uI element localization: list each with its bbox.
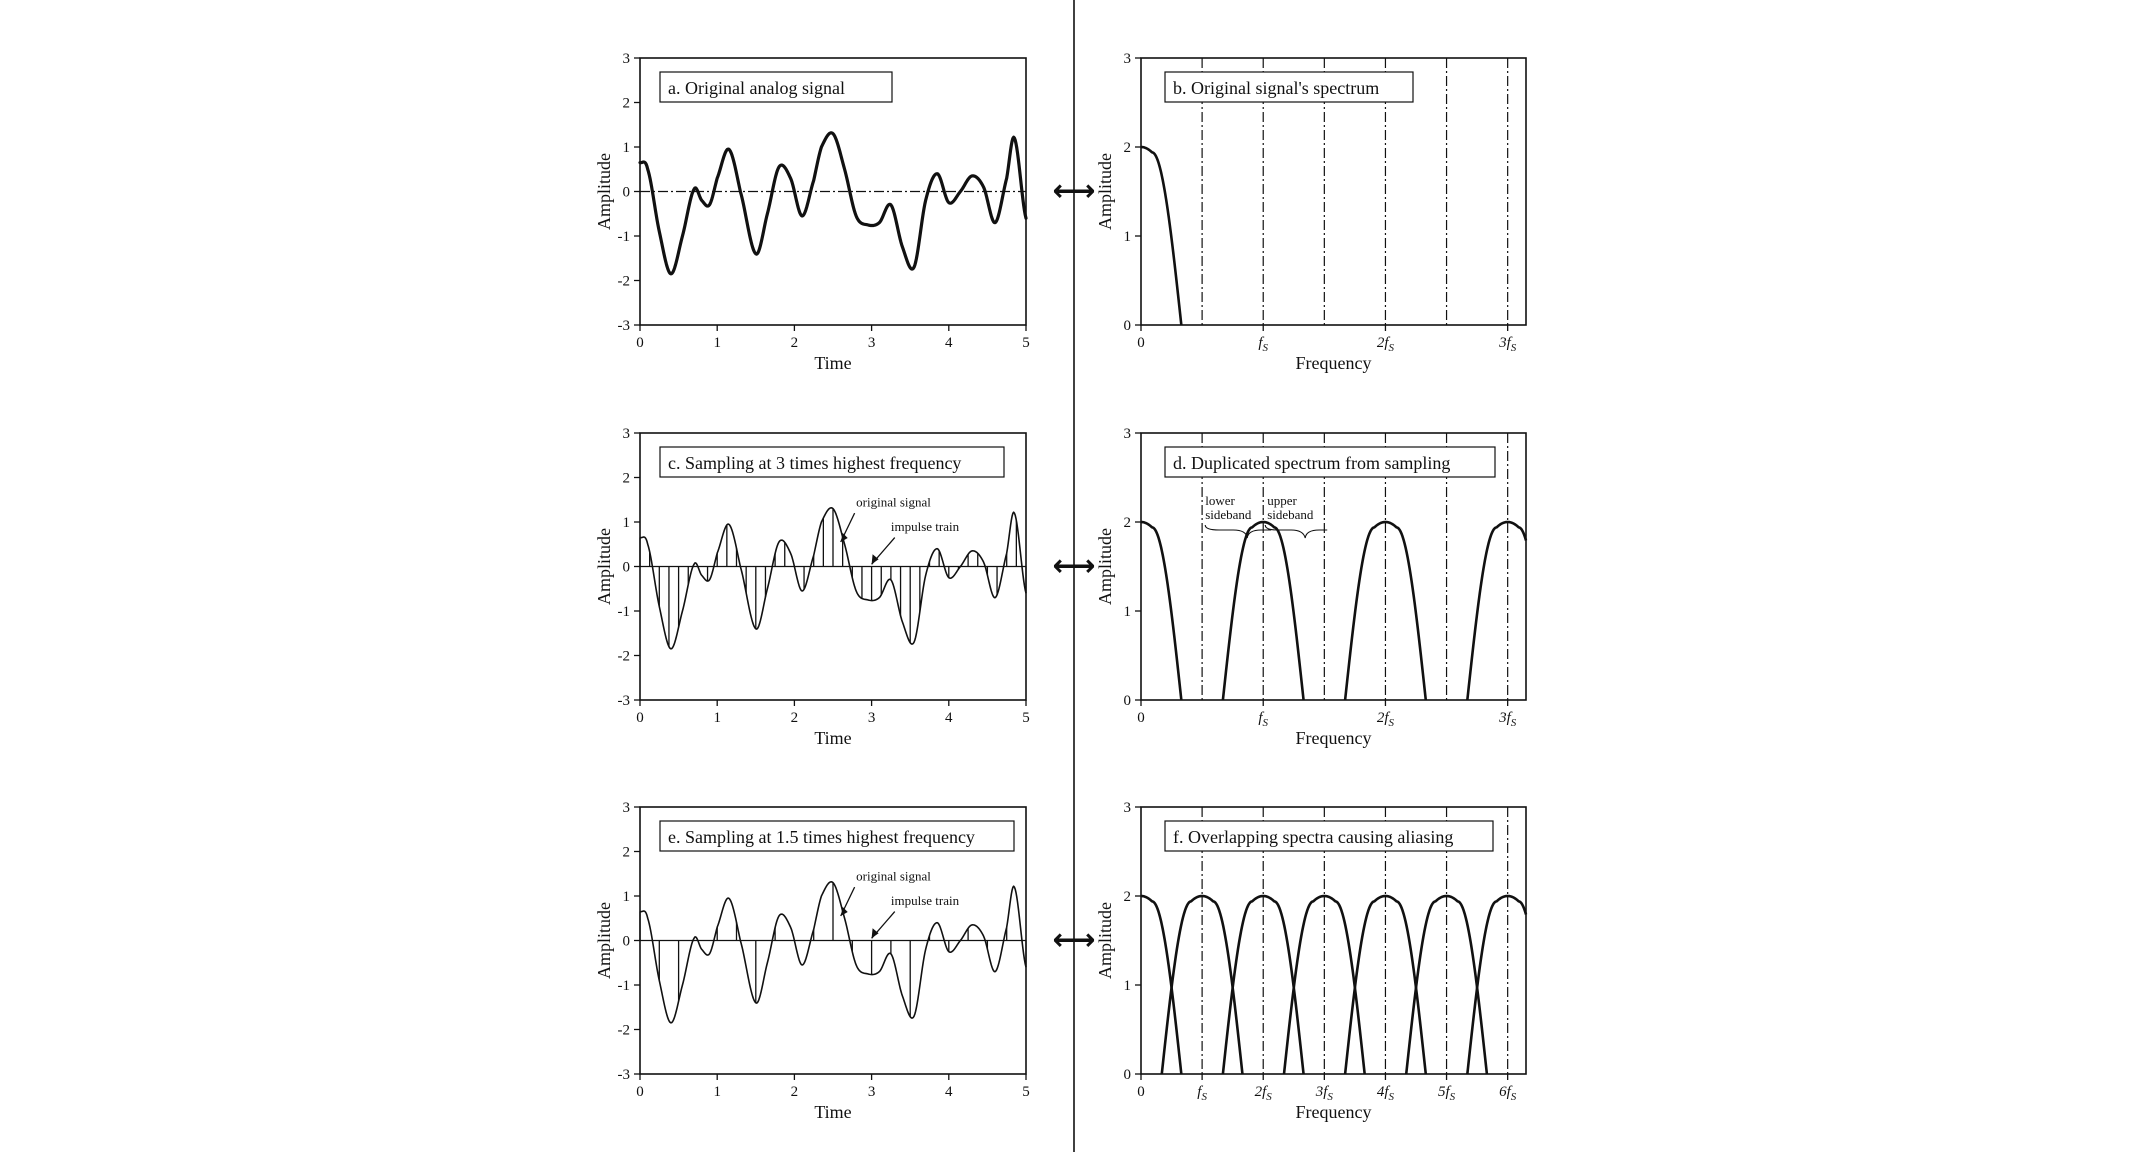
- ytick-label: 3: [1123, 800, 1131, 816]
- panel-e: [594, 800, 1030, 1122]
- annotation-lower-sideband: sideband: [1205, 507, 1252, 522]
- x-axis-label: Frequency: [1295, 728, 1372, 748]
- xtick-label: $f_S$: [1258, 710, 1269, 729]
- panel-title: e. Sampling at 1.5 times highest frequency: [668, 827, 975, 847]
- xtick-label: $2f_S$: [1376, 335, 1395, 354]
- xtick-subscript: S: [1449, 1091, 1456, 1103]
- annotation-arrowhead: [872, 928, 879, 938]
- x-axis-label: Time: [814, 728, 852, 748]
- panel-title: d. Duplicated spectrum from sampling: [1173, 453, 1451, 473]
- x-axis-label: Time: [814, 353, 852, 373]
- ytick-label: 2: [622, 470, 630, 487]
- xtick-label: $2f_S$: [1376, 710, 1395, 729]
- xtick-label: 5: [1022, 335, 1030, 351]
- xtick-label: 0: [636, 1084, 644, 1100]
- y-axis-label: Amplitude: [1095, 153, 1115, 230]
- xtick-label: 0: [1137, 1084, 1145, 1100]
- xtick-label: 0: [1137, 335, 1145, 351]
- xtick-label: 3: [867, 1084, 876, 1100]
- xtick-label: 1: [713, 1084, 721, 1100]
- xtick-label: $3f_S$: [1315, 1084, 1333, 1103]
- y-axis-label: Amplitude: [1095, 902, 1115, 979]
- ytick-label: -3: [617, 318, 630, 334]
- xtick-label: 2: [790, 335, 799, 351]
- xtick-subscript: S: [1262, 342, 1269, 354]
- xtick-subscript: S: [1262, 717, 1269, 729]
- xtick-label: 0: [636, 335, 644, 351]
- double-arrow-icon: ⟷: [1052, 922, 1096, 958]
- ytick-label: -2: [617, 1022, 630, 1039]
- ytick-label: 1: [1123, 604, 1131, 620]
- xtick-label: 3: [867, 710, 876, 726]
- xtick-label: 0: [1137, 710, 1145, 726]
- panel-a: [594, 51, 1030, 373]
- ytick-label: 0: [1123, 1067, 1131, 1083]
- spectrum-lobe: [1467, 522, 1526, 700]
- xtick-label: 4: [945, 710, 953, 726]
- ytick-label: 0: [622, 184, 630, 201]
- annotation-impulse-train: impulse train: [890, 892, 960, 908]
- xtick-label: $4f_S$: [1376, 1084, 1395, 1103]
- ytick-label: 0: [1123, 318, 1131, 334]
- ytick-label: 0: [622, 559, 630, 576]
- xtick-subscript: S: [1388, 1091, 1395, 1103]
- panel-b: [1095, 51, 1526, 373]
- annotation-original-signal: original signal: [856, 868, 931, 884]
- xtick-label: 3: [867, 335, 876, 351]
- ytick-label: 2: [622, 844, 630, 861]
- xtick-subscript: S: [1388, 342, 1395, 354]
- y-axis-label: Amplitude: [594, 528, 614, 605]
- annotation-original-signal: original signal: [856, 494, 931, 510]
- panel-d: [1095, 426, 1526, 748]
- panel-title: f. Overlapping spectra causing aliasing: [1173, 827, 1454, 847]
- xtick-label: $3f_S$: [1499, 335, 1517, 354]
- xtick-label: $6f_S$: [1499, 1084, 1517, 1103]
- annotation-arrowhead: [872, 554, 879, 564]
- ytick-label: 1: [1123, 229, 1131, 245]
- annotation-upper-sideband: sideband: [1267, 507, 1314, 522]
- spectrum-lobe: [1141, 147, 1181, 325]
- xtick-label: 1: [713, 710, 721, 726]
- ytick-label: -3: [617, 1067, 630, 1083]
- xtick-label: 2: [790, 1084, 799, 1100]
- ytick-label: 3: [1123, 51, 1131, 67]
- annotation-lower: lower: [1205, 493, 1235, 508]
- spectrum-lobe: [1141, 522, 1181, 700]
- xtick-subscript: S: [1201, 1091, 1207, 1103]
- xtick-subscript: S: [1388, 717, 1395, 729]
- ytick-label: 1: [622, 140, 630, 156]
- ytick-label: 3: [622, 800, 630, 816]
- lower-sideband-brace: [1205, 525, 1271, 538]
- ytick-label: 0: [1123, 693, 1131, 709]
- ytick-label: 3: [622, 426, 630, 442]
- y-axis-label: Amplitude: [1095, 528, 1115, 605]
- xtick-label: $3f_S$: [1499, 710, 1517, 729]
- xtick-label: 5: [1022, 1084, 1030, 1100]
- ytick-label: 2: [1123, 140, 1131, 156]
- double-arrow-icon: ⟷: [1052, 173, 1096, 209]
- ytick-label: 3: [622, 51, 630, 67]
- xtick-label: 4: [945, 1084, 953, 1100]
- ytick-label: 1: [622, 515, 630, 531]
- ytick-label: 0: [622, 933, 630, 950]
- ytick-label: -3: [617, 693, 630, 709]
- xtick-label: 4: [945, 335, 953, 351]
- ytick-label: 1: [622, 889, 630, 905]
- xtick-label: $f_S$: [1258, 335, 1269, 354]
- ytick-label: 3: [1123, 426, 1131, 442]
- ytick-label: -1: [617, 604, 630, 620]
- panel-title: a. Original analog signal: [668, 78, 845, 98]
- xtick-label: 2: [790, 710, 799, 726]
- ytick-label: 2: [622, 95, 630, 112]
- ytick-label: 2: [1123, 515, 1131, 531]
- panel-c: [594, 426, 1030, 748]
- xtick-subscript: S: [1266, 1091, 1272, 1103]
- xtick-label: 0: [636, 710, 644, 726]
- xtick-subscript: S: [1510, 717, 1517, 729]
- xtick-label: $5f_S$: [1437, 1084, 1456, 1103]
- ytick-label: 1: [1123, 978, 1131, 994]
- panel-title: c. Sampling at 3 times highest frequency: [668, 453, 962, 473]
- panel-f: [1095, 800, 1526, 1122]
- xtick-subscript: S: [1510, 1091, 1517, 1103]
- ytick-label: -1: [617, 229, 630, 245]
- ytick-label: 2: [1123, 889, 1131, 905]
- xtick-subscript: S: [1327, 1091, 1333, 1103]
- annotation-impulse-train: impulse train: [890, 518, 960, 534]
- xtick-label: 5: [1022, 710, 1030, 726]
- annotation-upper: upper: [1267, 493, 1297, 508]
- x-axis-label: Frequency: [1295, 353, 1372, 373]
- ytick-label: -2: [617, 273, 630, 290]
- double-arrow-icon: ⟷: [1052, 548, 1096, 584]
- panel-title: b. Original signal's spectrum: [1173, 78, 1380, 98]
- y-axis-label: Amplitude: [594, 902, 614, 979]
- xtick-subscript: S: [1510, 342, 1517, 354]
- xtick-label: $2f_S$: [1254, 1084, 1272, 1103]
- ytick-label: -2: [617, 648, 630, 665]
- y-axis-label: Amplitude: [594, 153, 614, 230]
- x-axis-label: Frequency: [1295, 1102, 1372, 1122]
- spectrum-lobe: [1141, 896, 1181, 1074]
- x-axis-label: Time: [814, 1102, 852, 1122]
- xtick-label: 1: [713, 335, 721, 351]
- ytick-label: -1: [617, 978, 630, 994]
- signal-curve: [640, 133, 1026, 274]
- xtick-label: $f_S$: [1197, 1084, 1207, 1103]
